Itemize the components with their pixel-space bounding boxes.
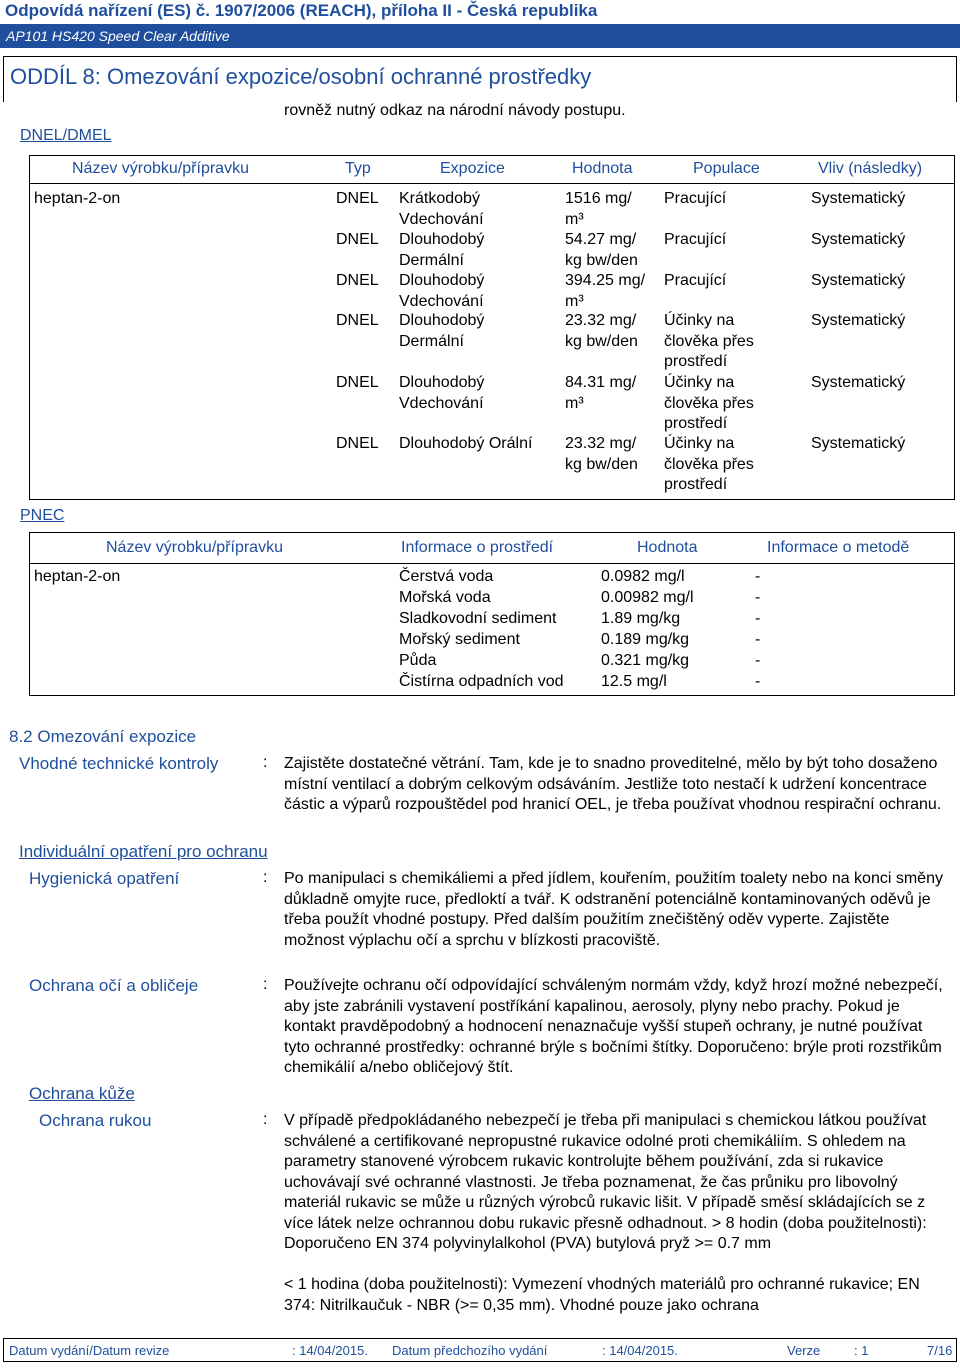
row-type: DNEL bbox=[336, 231, 379, 248]
row-type: DNEL bbox=[336, 435, 379, 452]
row-value: 23.32 mg/ bbox=[565, 435, 637, 452]
row-value-unit: m³ bbox=[565, 210, 584, 228]
dnel-col-effect: Vliv (následky) bbox=[818, 160, 923, 177]
row-value-unit: kg bw/den bbox=[565, 332, 638, 350]
pnec-label: PNEC bbox=[20, 507, 65, 524]
row-population: Pracující bbox=[664, 231, 727, 248]
row-exposure: Dlouhodobý Orální bbox=[399, 435, 533, 452]
row-value: 1.89 mg/kg bbox=[601, 610, 681, 627]
row-effect: Systematický bbox=[811, 312, 906, 329]
row-population: Účinky na bbox=[664, 374, 735, 391]
row-environment: Mořský sediment bbox=[399, 631, 520, 648]
row-exposure: Dlouhodobý bbox=[399, 312, 485, 329]
pnec-col-env: Informace o prostředí bbox=[401, 539, 554, 556]
row-type: DNEL bbox=[336, 190, 379, 207]
technical-text: Zajistěte dostatečné větrání. Tam, kde je to snadno proveditelné, mělo by být toho dosaženo místní ventilací a dobrým celkovým odsáváním. Jestliže toto nestačí k udržení koncentrace částic a výparů rozpouštědel pod hranicí OEL, je třeba používat vhodnou respirační ochranu. bbox=[284, 755, 942, 813]
row-effect: Systematický bbox=[811, 272, 906, 289]
footer bbox=[3, 1338, 957, 1362]
row-exposure-route: Vdechování bbox=[399, 292, 484, 310]
individual-label: Individuální opatření pro ochranu bbox=[19, 842, 268, 861]
dnel-col-type: Typ bbox=[345, 160, 371, 177]
row-value-unit: m³ bbox=[565, 292, 584, 310]
regulation-header bbox=[0, 0, 960, 24]
row-exposure-route: Dermální bbox=[399, 251, 464, 269]
row-exposure-route: Vdechování bbox=[399, 394, 484, 412]
row-value: 0.321 mg/kg bbox=[601, 652, 690, 669]
colon: : bbox=[263, 976, 268, 993]
row-environment: Čistírna odpadních vod bbox=[399, 673, 564, 690]
colon: : bbox=[263, 869, 268, 886]
product-name: AP101 HS420 Speed Clear Additive bbox=[6, 28, 230, 44]
row-exposure-route: Dermální bbox=[399, 332, 464, 350]
page-number: 7/16 bbox=[927, 1343, 953, 1358]
row-value: 54.27 mg/ bbox=[565, 231, 637, 248]
row-method: - bbox=[755, 652, 761, 669]
eye-label: Ochrana očí a obličeje bbox=[29, 976, 199, 995]
issue-date-label: Datum vydání/Datum revize bbox=[9, 1343, 170, 1358]
dnel-header-divider bbox=[30, 183, 954, 184]
row-population-line2: člověka přes bbox=[664, 332, 754, 350]
row-value-unit: m³ bbox=[565, 394, 584, 412]
row-method: - bbox=[755, 589, 761, 606]
row-population-line3: prostředí bbox=[664, 353, 728, 370]
row-method: - bbox=[755, 631, 761, 648]
prev-date-value: : 14/04/2015. bbox=[602, 1343, 678, 1358]
row-effect: Systematický bbox=[811, 190, 906, 207]
row-method: - bbox=[755, 610, 761, 627]
row-method: - bbox=[755, 673, 761, 690]
version-value: : 1 bbox=[854, 1343, 869, 1358]
row-value: 12.5 mg/l bbox=[601, 673, 667, 690]
eye-text: Používejte ochranu očí odpovídající schváleným normám vždy, když hrozí možné nebezpečí, aby jste zabránili vystavení postříkání kapalinou, aerosoly, plyny nebo prachy. Pokud je kontakt pravděpodobný a hodnocení nenaznačuje vyšší stupeň ochrany, je nutné používat tyto ochranné prostředky: ochranné brýle s bočními štítky. Doporučeno: brýle proti rozstřikům chemikálií a/nebo obličejový štít. bbox=[284, 977, 943, 1076]
row-effect: Systematický bbox=[811, 231, 906, 248]
hand-label: Ochrana rukou bbox=[39, 1111, 152, 1130]
row-exposure: Krátkodobý bbox=[399, 190, 480, 207]
regulation-title: Odpovídá nařízení (ES) č. 1907/2006 (REACH), příloha II - Česká republika bbox=[5, 1, 598, 20]
pnec-product-name: heptan-2-on bbox=[34, 568, 121, 585]
row-population-line3: prostředí bbox=[664, 476, 728, 493]
row-effect: Systematický bbox=[811, 374, 906, 391]
row-method: - bbox=[755, 568, 761, 585]
hand-text: V případě předpokládaného nebezpečí je třeba při manipulaci s chemickou látkou používat schválené a certifikované nepropustné rukavice odolné proti chemikáliím. S ohledem na parametry stanovené výrobcem rukavic kontrolujte během používání, zda si rukavice uchovávají své ochranné vlastnosti. Je třeba poznamenat, že čas průniku pro libovolný materiál rukavic se může u různých výrobců rukavic lišit. V případě směsí skládajících se z více látek nelze ochrannou dobu rukavic přesně odhadnout. > 8 hodin (doba použitelnosti): Doporučeno EN 374 polyvinylalkohol (PVA) butylová pryž >= 0.7 mm bbox=[284, 1112, 927, 1252]
row-type: DNEL bbox=[336, 272, 379, 289]
row-population: Účinky na bbox=[664, 312, 735, 329]
row-value: 84.31 mg/ bbox=[565, 374, 637, 391]
pnec-header-divider bbox=[30, 563, 954, 564]
row-population: Pracující bbox=[664, 190, 727, 207]
row-environment: Půda bbox=[399, 652, 437, 669]
row-value: 0.0982 mg/l bbox=[601, 568, 685, 585]
hand-text-2: < 1 hodina (doba použitelnosti): Vymezení vhodných materiálů pro ochranné rukavice; EN 374: Nitrilkaučuk - NBR (>= 0,35 mm). Vhodné pouze jako ochrana bbox=[284, 1276, 920, 1314]
hygiene-text: Po manipulaci s chemikáliemi a před jídlem, kouřením, použitím toalety nebo na konci směny důkladně omyjte ruce, předloktí a tvář. K odstranění potenciálně kontaminovaných oděvů je třeba použít vhodné postupy. Před dalším použitím znečištěný oděv vyperte. Zajistěte možnost výplachu očí a sprchu v blízkosti pracoviště. bbox=[284, 870, 943, 949]
colon: : bbox=[263, 1111, 268, 1128]
row-value: 1516 mg/ bbox=[565, 190, 632, 207]
continuation-text: rovněž nutný odkaz na národní návody postupu. bbox=[284, 102, 626, 119]
row-environment: Mořská voda bbox=[399, 589, 491, 606]
technical-label: Vhodné technické kontroly bbox=[19, 754, 219, 773]
row-exposure: Dlouhodobý bbox=[399, 374, 485, 391]
row-environment: Sladkovodní sediment bbox=[399, 610, 557, 627]
row-value-unit: kg bw/den bbox=[565, 455, 638, 473]
exposure-heading: 8.2 Omezování expozice bbox=[9, 727, 197, 746]
row-population-line2: člověka přes bbox=[664, 455, 754, 473]
row-value: 0.00982 mg/l bbox=[601, 589, 694, 606]
row-population: Pracující bbox=[664, 272, 727, 289]
skin-label: Ochrana kůže bbox=[29, 1084, 135, 1103]
row-value-unit: kg bw/den bbox=[565, 251, 638, 269]
row-exposure-route: Vdechování bbox=[399, 210, 484, 228]
pnec-col-value: Hodnota bbox=[637, 539, 698, 556]
issue-date-value: : 14/04/2015. bbox=[292, 1343, 368, 1358]
dnel-col-population: Populace bbox=[693, 160, 760, 177]
row-exposure: Dlouhodobý bbox=[399, 231, 485, 248]
row-value: 0.189 mg/kg bbox=[601, 631, 690, 648]
row-value: 23.32 mg/ bbox=[565, 312, 637, 329]
version-label: Verze bbox=[787, 1343, 821, 1358]
hygiene-label: Hygienická opatření bbox=[29, 869, 180, 888]
row-exposure: Dlouhodobý bbox=[399, 272, 485, 289]
colon: : bbox=[263, 754, 268, 771]
pnec-col-product: Název výrobku/přípravku bbox=[106, 539, 283, 556]
product-header bbox=[0, 24, 960, 48]
row-effect: Systematický bbox=[811, 435, 906, 452]
row-type: DNEL bbox=[336, 312, 379, 329]
section-title: ODDÍL 8: Omezování expozice/osobní ochranné prostředky bbox=[10, 64, 592, 89]
row-environment: Čerstvá voda bbox=[399, 568, 494, 585]
dnel-label: DNEL/DMEL bbox=[20, 127, 112, 144]
row-value: 394.25 mg/ bbox=[565, 272, 646, 289]
row-population: Účinky na bbox=[664, 435, 735, 452]
dnel-product-name: heptan-2-on bbox=[34, 190, 121, 207]
row-type: DNEL bbox=[336, 374, 379, 391]
prev-date-label: Datum předchozího vydání bbox=[392, 1343, 548, 1358]
row-population-line3: prostředí bbox=[664, 415, 728, 432]
pnec-col-method: Informace o metodě bbox=[767, 539, 910, 556]
row-population-line2: člověka přes bbox=[664, 394, 754, 412]
dnel-col-value: Hodnota bbox=[572, 160, 633, 177]
dnel-col-exposure: Expozice bbox=[440, 160, 505, 177]
dnel-col-product: Název výrobku/přípravku bbox=[72, 160, 249, 177]
